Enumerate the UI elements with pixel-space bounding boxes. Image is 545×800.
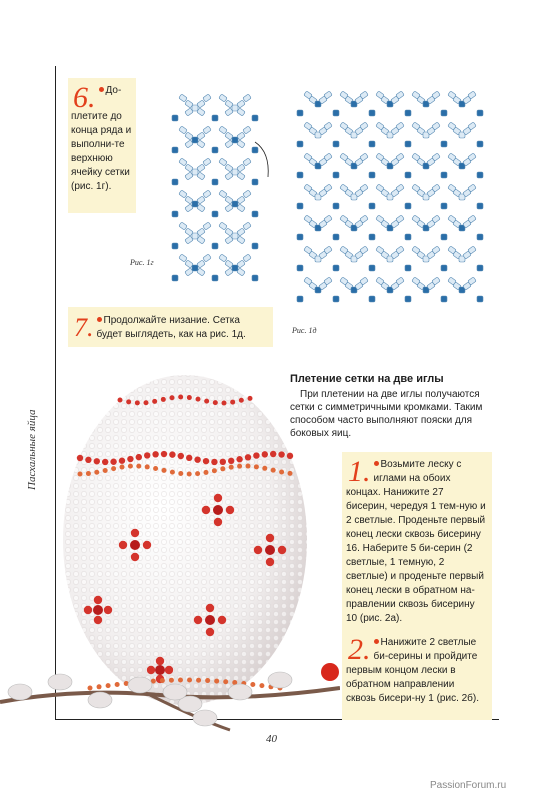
bead <box>232 169 238 175</box>
bead <box>477 110 483 116</box>
bead <box>243 222 252 230</box>
willow-catkin <box>88 692 112 708</box>
willow-catkin <box>163 684 187 700</box>
bead <box>441 296 447 302</box>
step-7-box <box>68 307 273 347</box>
bead <box>243 190 252 198</box>
bead <box>441 172 447 178</box>
bead <box>172 179 178 185</box>
bead <box>203 222 212 230</box>
bead <box>252 275 258 281</box>
bead <box>405 265 411 271</box>
bead <box>172 115 178 121</box>
willow-catkin <box>8 684 32 700</box>
bead <box>405 203 411 209</box>
step-1-box <box>342 452 492 632</box>
step-2-box <box>342 630 492 720</box>
bead <box>203 94 212 102</box>
bead <box>477 234 483 240</box>
bead <box>441 265 447 271</box>
bead <box>192 137 198 143</box>
bead <box>179 190 188 198</box>
bead <box>232 233 238 239</box>
bead <box>219 222 228 230</box>
bead <box>369 141 375 147</box>
bead <box>297 234 303 240</box>
step-6-box <box>68 78 136 213</box>
beaded-egg-photo <box>0 370 340 740</box>
bead <box>179 158 188 166</box>
bead <box>212 147 218 153</box>
figure-1d-caption: Рис. 1д <box>292 326 317 335</box>
bead <box>192 265 198 271</box>
step-1-text: Возьмите леску с иглами на обоих концах. Нанижите 27 бисерин, чередуя 1 тем-ную и 2 светлые. Проденьте первый конец лески сквозь бисерину 16. Наберите 5 би-серин (2 светлые, 1 темную, 2 светлые) и проденьте первый конец лески в обратном на-правлении сквозь бисерину 10 (рис. 2а). <box>346 459 486 624</box>
willow-catkin <box>128 677 152 693</box>
step-7-text: Продолжайте низание. Сетка будет выглядеть, как на рис. 1д. <box>96 315 246 340</box>
bead <box>203 158 212 166</box>
bead <box>405 110 411 116</box>
bead <box>477 296 483 302</box>
bead <box>477 265 483 271</box>
bead <box>252 211 258 217</box>
bead <box>232 201 238 207</box>
bead <box>212 179 218 185</box>
bead <box>333 296 339 302</box>
bead <box>297 172 303 178</box>
bead <box>252 147 258 153</box>
figure-1d-diagram <box>290 82 490 312</box>
bead <box>369 265 375 271</box>
bead <box>333 265 339 271</box>
bead <box>212 275 218 281</box>
willow-catkin <box>48 674 72 690</box>
bead <box>369 110 375 116</box>
figure-1g-diagram <box>150 82 280 282</box>
bead <box>333 110 339 116</box>
bullet-icon <box>99 87 104 92</box>
bead <box>179 254 188 262</box>
bead <box>441 141 447 147</box>
step-2-text: Нанижите 2 светлые би-серины и пройдите первым концом лески в обратном направлении сквозь бисери-ну 1 (рис. 2б). <box>346 637 480 704</box>
bead <box>405 172 411 178</box>
step-1-number: 1. <box>348 455 371 488</box>
bullet-icon <box>374 639 379 644</box>
section-intro: При плетении на две иглы получаются сетки с симметричными кромками. Таким способом часто выполняют пояски для боковых яиц. <box>290 389 483 439</box>
willow-catkin <box>193 710 217 726</box>
bead <box>333 141 339 147</box>
bead <box>232 105 238 111</box>
bead <box>297 141 303 147</box>
step-7-number: 7. <box>74 313 94 342</box>
bead <box>441 203 447 209</box>
bead <box>203 190 212 198</box>
bead <box>203 126 212 134</box>
watermark: PassionForum.ru <box>430 780 507 791</box>
bead <box>219 158 228 166</box>
bead <box>192 201 198 207</box>
bead <box>219 94 228 102</box>
bead <box>232 137 238 143</box>
bead <box>369 234 375 240</box>
bead <box>333 234 339 240</box>
bead <box>192 233 198 239</box>
bead <box>369 296 375 302</box>
bead <box>252 243 258 249</box>
bead <box>243 126 252 134</box>
bead <box>212 115 218 121</box>
bead <box>297 296 303 302</box>
bead <box>212 211 218 217</box>
bead <box>333 203 339 209</box>
bead <box>179 94 188 102</box>
red-bead-decoration <box>321 663 339 681</box>
page-number: 40 <box>266 733 277 745</box>
bead <box>243 158 252 166</box>
step-6-number: 6. <box>73 81 96 114</box>
bead <box>252 179 258 185</box>
bead <box>477 141 483 147</box>
bead <box>172 275 178 281</box>
bead <box>192 169 198 175</box>
bead <box>297 110 303 116</box>
bead <box>203 254 212 262</box>
bead <box>369 203 375 209</box>
step-6-text: До-плетите до конца ряда и выполни-те верхнюю ячейку сетки (рис. 1г). <box>71 85 132 192</box>
willow-catkin <box>268 672 292 688</box>
bead <box>192 105 198 111</box>
willow-catkin <box>228 684 252 700</box>
bead <box>232 265 238 271</box>
bead <box>172 147 178 153</box>
bead <box>333 172 339 178</box>
bead <box>243 254 252 262</box>
bead <box>252 115 258 121</box>
bead <box>441 234 447 240</box>
bead <box>219 254 228 262</box>
bullet-icon <box>97 317 102 322</box>
bead <box>212 243 218 249</box>
bead <box>477 203 483 209</box>
bead <box>179 126 188 134</box>
bead <box>405 141 411 147</box>
bead <box>477 172 483 178</box>
bead <box>172 211 178 217</box>
bullet-icon <box>374 461 379 466</box>
figure-1g-caption: Рис. 1г <box>130 258 154 267</box>
bead <box>441 110 447 116</box>
step-2-number: 2. <box>348 633 371 666</box>
bead <box>297 265 303 271</box>
bead <box>405 296 411 302</box>
bead <box>369 172 375 178</box>
bead <box>219 126 228 134</box>
bead <box>219 190 228 198</box>
side-running-title: Пасхальные яйца <box>26 409 38 491</box>
bead <box>405 234 411 240</box>
bead <box>179 222 188 230</box>
section-title: Плетение сетки на две иглы <box>290 373 444 385</box>
bead <box>297 203 303 209</box>
bead <box>172 243 178 249</box>
bead <box>243 94 252 102</box>
